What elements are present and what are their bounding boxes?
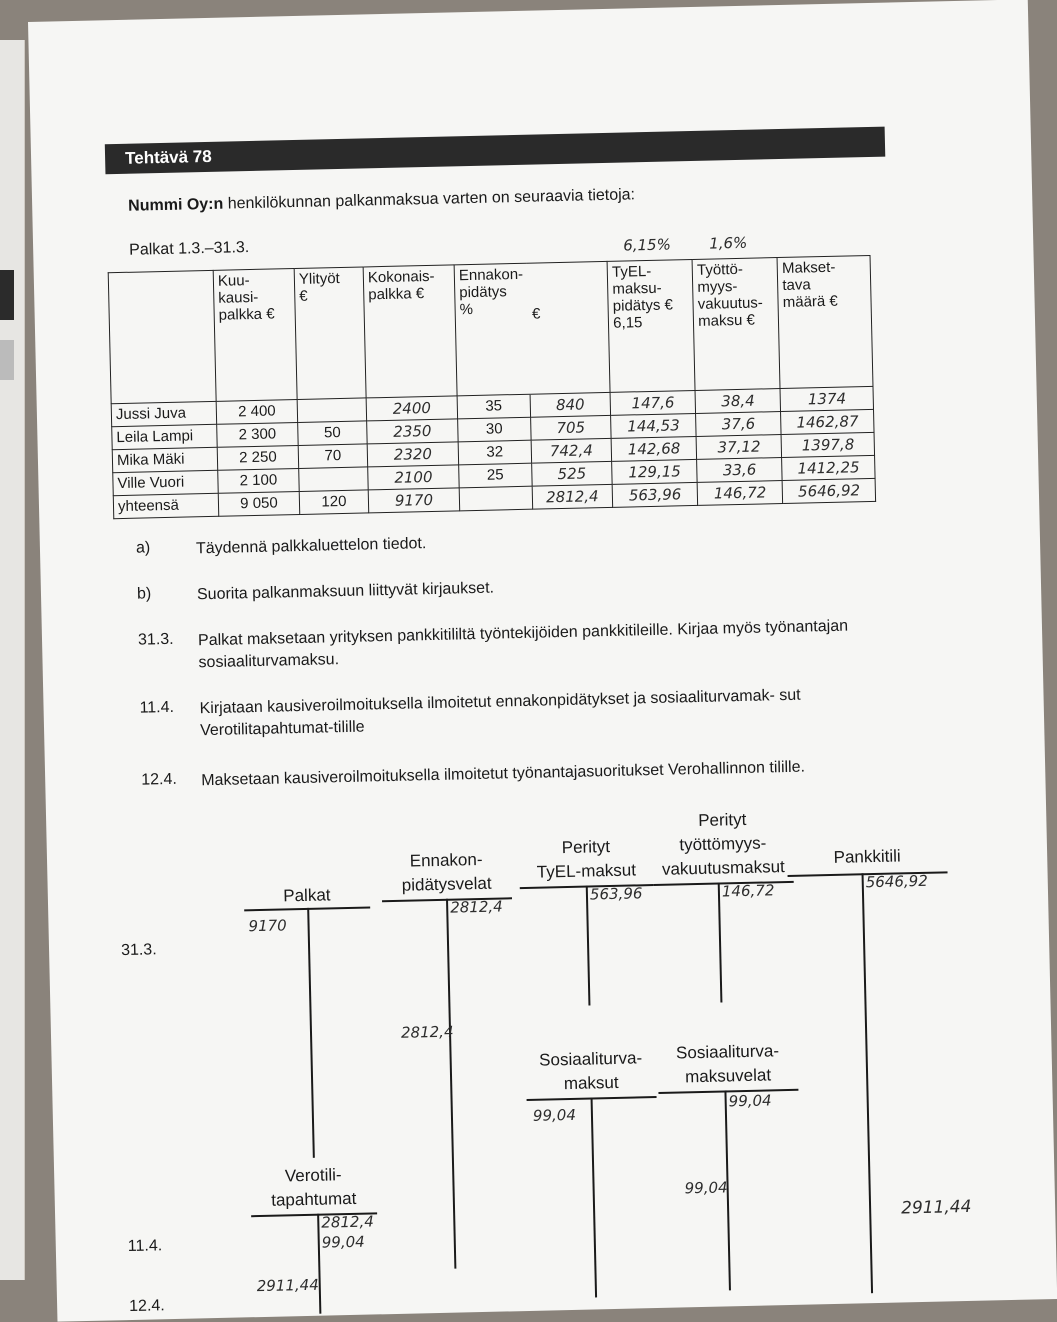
account-tyel-maksut [518, 826, 653, 885]
entry-pankki-credit-2: 2911,44 [900, 1196, 972, 1219]
account-title: Perityt TyEL-maksut [536, 837, 637, 882]
task-text: Kirjataan kausiveroilmoituksella ilmoitetut ennakonpidätykset ja sosiaaliturvamak- sut Verotilitapahtumat-tilille [199, 686, 801, 740]
entry-ennakko-credit: 2812,4 [449, 897, 503, 917]
totals-tax: 2812,4 [532, 484, 613, 509]
table-header-row [108, 255, 873, 403]
row-monthly: 2 300 [217, 422, 299, 447]
row-overtime: 50 [298, 421, 368, 446]
row-tvm: 33,6 [697, 458, 782, 483]
task-key: 11.4. [139, 698, 175, 717]
row-total: 2350 [367, 419, 458, 444]
col-header-pct: Ennakon- pidätys % [454, 263, 530, 396]
row-overtime [297, 398, 367, 423]
row-tvm: 38,4 [695, 389, 780, 414]
intro-text [128, 186, 635, 215]
account-ennakonpidatysvelat [381, 831, 512, 898]
account-title: Palkat [283, 885, 331, 906]
t-account-divider [586, 886, 591, 1006]
task-item [141, 754, 901, 790]
date-label-3: 12.4. [128, 1297, 165, 1316]
col-header-tvm: Työttö- myys- vakuutus- maksu € [692, 258, 780, 391]
entry-sotu-debit: 99,04 [532, 1105, 577, 1125]
account-title: Sosiaaliturva- maksuvelat [675, 1041, 780, 1087]
entry-sotuvelat-debit: 99,04 [684, 1178, 728, 1198]
task-item [139, 682, 899, 740]
salary-table [108, 255, 877, 519]
totals-pct [459, 486, 532, 511]
totals-total: 9170 [368, 488, 459, 513]
totals-tyel: 563,96 [612, 482, 697, 507]
entry-verotili-credit-2: 99,04 [321, 1232, 365, 1252]
intro-sentence: henkilökunnan palkanmaksua varten on seuraavia tietoja: [227, 186, 636, 213]
account-title: Ennakon- pidätysvelat [401, 849, 492, 895]
row-net: 1397,8 [781, 432, 874, 457]
t-account-divider [718, 883, 723, 1003]
task-item [135, 522, 896, 558]
account-verotilitapahtumat [250, 1158, 377, 1213]
row-tax: 705 [530, 415, 611, 440]
col-header-net: Makset- tava määrä € [777, 255, 873, 388]
exercise-title: Tehtävä 78 [105, 127, 885, 175]
col-header-monthly: Kuu- kausi- palkka € [213, 269, 297, 402]
account-palkat [243, 856, 370, 909]
task-text: Maksetaan kausiveroilmoituksella ilmoitetut työnantajasuoritukset Verohallinnon tilille. [201, 758, 806, 790]
row-net: 1412,25 [782, 455, 875, 480]
row-pct: 30 [458, 417, 531, 442]
date-label-1: 31.3. [120, 941, 157, 960]
totals-label: yhteensä [113, 493, 218, 518]
account-title: Perityt työttömyys- vakuutusmaksut [661, 809, 785, 879]
entry-verotili-debit: 2911,44 [256, 1275, 319, 1296]
totals-monthly: 9 050 [218, 491, 300, 516]
row-tyel: 144,53 [611, 413, 696, 438]
task-item [137, 614, 898, 672]
account-sosiaaliturvamaksuvelat [657, 1035, 798, 1090]
task-text: Täydennä palkkaluettelon tiedot. [195, 535, 427, 558]
entry-pankki-credit: 5646,92 [865, 871, 928, 892]
account-tyottomyysvakuutusmaksut [652, 795, 794, 882]
row-pct: 25 [459, 463, 532, 488]
row-tax: 742,4 [531, 438, 612, 463]
col-header-total: Kokonais- palkka € [363, 265, 457, 398]
row-net: 1462,87 [781, 409, 874, 434]
row-name: Leila Lampi [112, 424, 217, 449]
task-item [136, 568, 897, 604]
row-tyel: 142,68 [611, 436, 696, 461]
company-name: Nummi Oy:n [128, 195, 224, 215]
account-title: Pankkitili [833, 846, 901, 867]
tyel-rate-note: 6,15% [623, 235, 672, 255]
row-total: 2400 [366, 396, 457, 421]
t-account-divider [446, 899, 456, 1269]
entry-verotili-credit-1: 2812,4 [321, 1212, 375, 1232]
row-name: Jussi Juva [111, 401, 216, 426]
row-tax: 840 [530, 392, 611, 417]
row-total: 2320 [367, 442, 458, 467]
row-name: Mika Mäki [112, 447, 217, 472]
task-text: Suorita palkanmaksuun liittyvät kirjaukset. [196, 579, 495, 604]
row-tyel: 129,15 [612, 459, 697, 484]
row-pct: 35 [457, 394, 530, 419]
row-overtime: 70 [298, 444, 368, 469]
row-monthly: 2 400 [216, 399, 298, 424]
entry-palkat-debit: 9170 [248, 916, 287, 936]
row-monthly: 2 100 [218, 468, 300, 493]
entry-sotuvelat-credit: 99,04 [728, 1091, 772, 1111]
row-tvm: 37,6 [696, 412, 781, 437]
account-pankkitili [787, 833, 948, 871]
col-header-tyel: TyEL- maksu- pidätys € 6,15 [607, 259, 695, 392]
task-key: a) [135, 539, 151, 557]
row-name: Ville Vuori [113, 470, 218, 495]
row-pct: 32 [458, 440, 531, 465]
task-key: 31.3. [137, 630, 174, 649]
t-account-divider [591, 1097, 598, 1297]
task-key: b) [136, 585, 152, 603]
account-sosiaaliturvamaksut [525, 1042, 656, 1097]
totals-overtime: 120 [299, 490, 369, 515]
row-tyel: 147,6 [610, 390, 695, 415]
date-label-2: 11.4. [127, 1237, 163, 1256]
totals-tvm: 146,72 [697, 481, 782, 506]
col-header-tax: € [527, 261, 610, 394]
textbook-page [28, 0, 1057, 1322]
entry-tyel-credit: 563,96 [589, 884, 643, 904]
facing-page-edge [0, 40, 25, 1280]
col-header-name [108, 270, 216, 403]
t-account-divider [307, 908, 315, 1158]
entry-ennakko-debit: 2812,4 [400, 1022, 454, 1042]
row-total: 2100 [368, 465, 459, 490]
t-account-divider [862, 873, 874, 1293]
col-header-overtime: Ylityöt € [294, 267, 366, 400]
page-tab-marker [0, 340, 14, 380]
account-title: Verotili- tapahtumat [271, 1165, 357, 1210]
tvm-rate-note: 1,6% [708, 233, 748, 253]
totals-net: 5646,92 [782, 478, 875, 503]
page-tab-marker [0, 270, 14, 320]
task-text: Palkat maksetaan yrityksen pankkitililtä työntekijöiden pankkitileille. Kirjaa myös työnantajan sosiaaliturvamaksu. [197, 617, 849, 672]
row-monthly: 2 250 [217, 445, 299, 470]
account-title: Sosiaaliturva- maksut [538, 1048, 643, 1094]
task-key: 12.4. [141, 770, 178, 789]
period-label: Palkat 1.3.–31.3. [129, 239, 250, 259]
row-overtime [299, 467, 369, 492]
row-tvm: 37,12 [696, 435, 781, 460]
row-tax: 525 [531, 461, 612, 486]
entry-tvm-credit: 146,72 [721, 881, 775, 901]
row-net: 1374 [780, 386, 873, 411]
